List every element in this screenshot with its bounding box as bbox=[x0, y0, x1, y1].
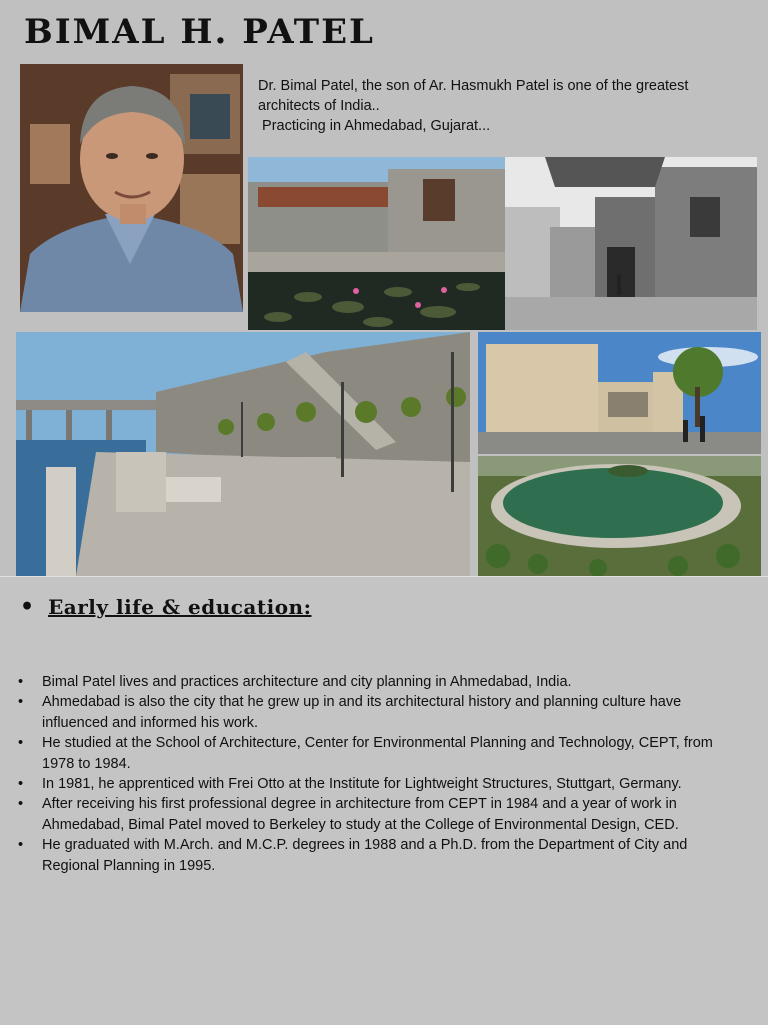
intro-line: architects of India.. bbox=[258, 98, 380, 114]
academic-building-photo bbox=[478, 332, 761, 454]
section-heading-text: Early life & education: bbox=[48, 595, 312, 619]
page-title: BIMAL H. PATEL bbox=[24, 12, 375, 52]
list-item: • Bimal Patel lives and practices architecture and city planning in Ahmedabad, India. bbox=[18, 672, 718, 692]
list-item: • After receiving his first professional degree in architecture from CEPT in 1984 and a year of work in Ahmedabad, Bimal Patel moved to Berkeley to study at the College of Environmental Design, CED. bbox=[18, 794, 718, 835]
building-pond-photo bbox=[248, 157, 505, 330]
lake-aerial-photo bbox=[478, 456, 761, 576]
bullet-icon: • bbox=[20, 594, 35, 620]
list-item: • In 1981, he apprenticed with Frei Otto at the Institute for Lightweight Structures, Stuttgart, Germany. bbox=[18, 774, 718, 794]
section-heading bbox=[20, 594, 311, 620]
portrait-photo bbox=[20, 64, 243, 312]
list-item: • He graduated with M.Arch. and M.C.P. degrees in 1988 and a Ph.D. from the Department of City and Regional Planning in 1995. bbox=[18, 835, 718, 876]
list-item: • Ahmedabad is also the city that he grew up in and its architectural history and planning culture have influenced and informed his work. bbox=[18, 692, 718, 733]
intro-text bbox=[258, 76, 738, 136]
bullet-list bbox=[18, 672, 718, 876]
intro-line: Practicing in Ahmedabad, Gujarat... bbox=[258, 118, 491, 134]
intro-line: Dr. Bimal Patel, the son of Ar. Hasmukh Patel is one of the greatest bbox=[258, 78, 689, 94]
list-item: • He studied at the School of Architecture, Center for Environmental Planning and Technology, CEPT, from 1978 to 1984. bbox=[18, 733, 718, 774]
riverfront-photo bbox=[16, 332, 470, 576]
courtyard-bw-photo bbox=[505, 157, 757, 330]
